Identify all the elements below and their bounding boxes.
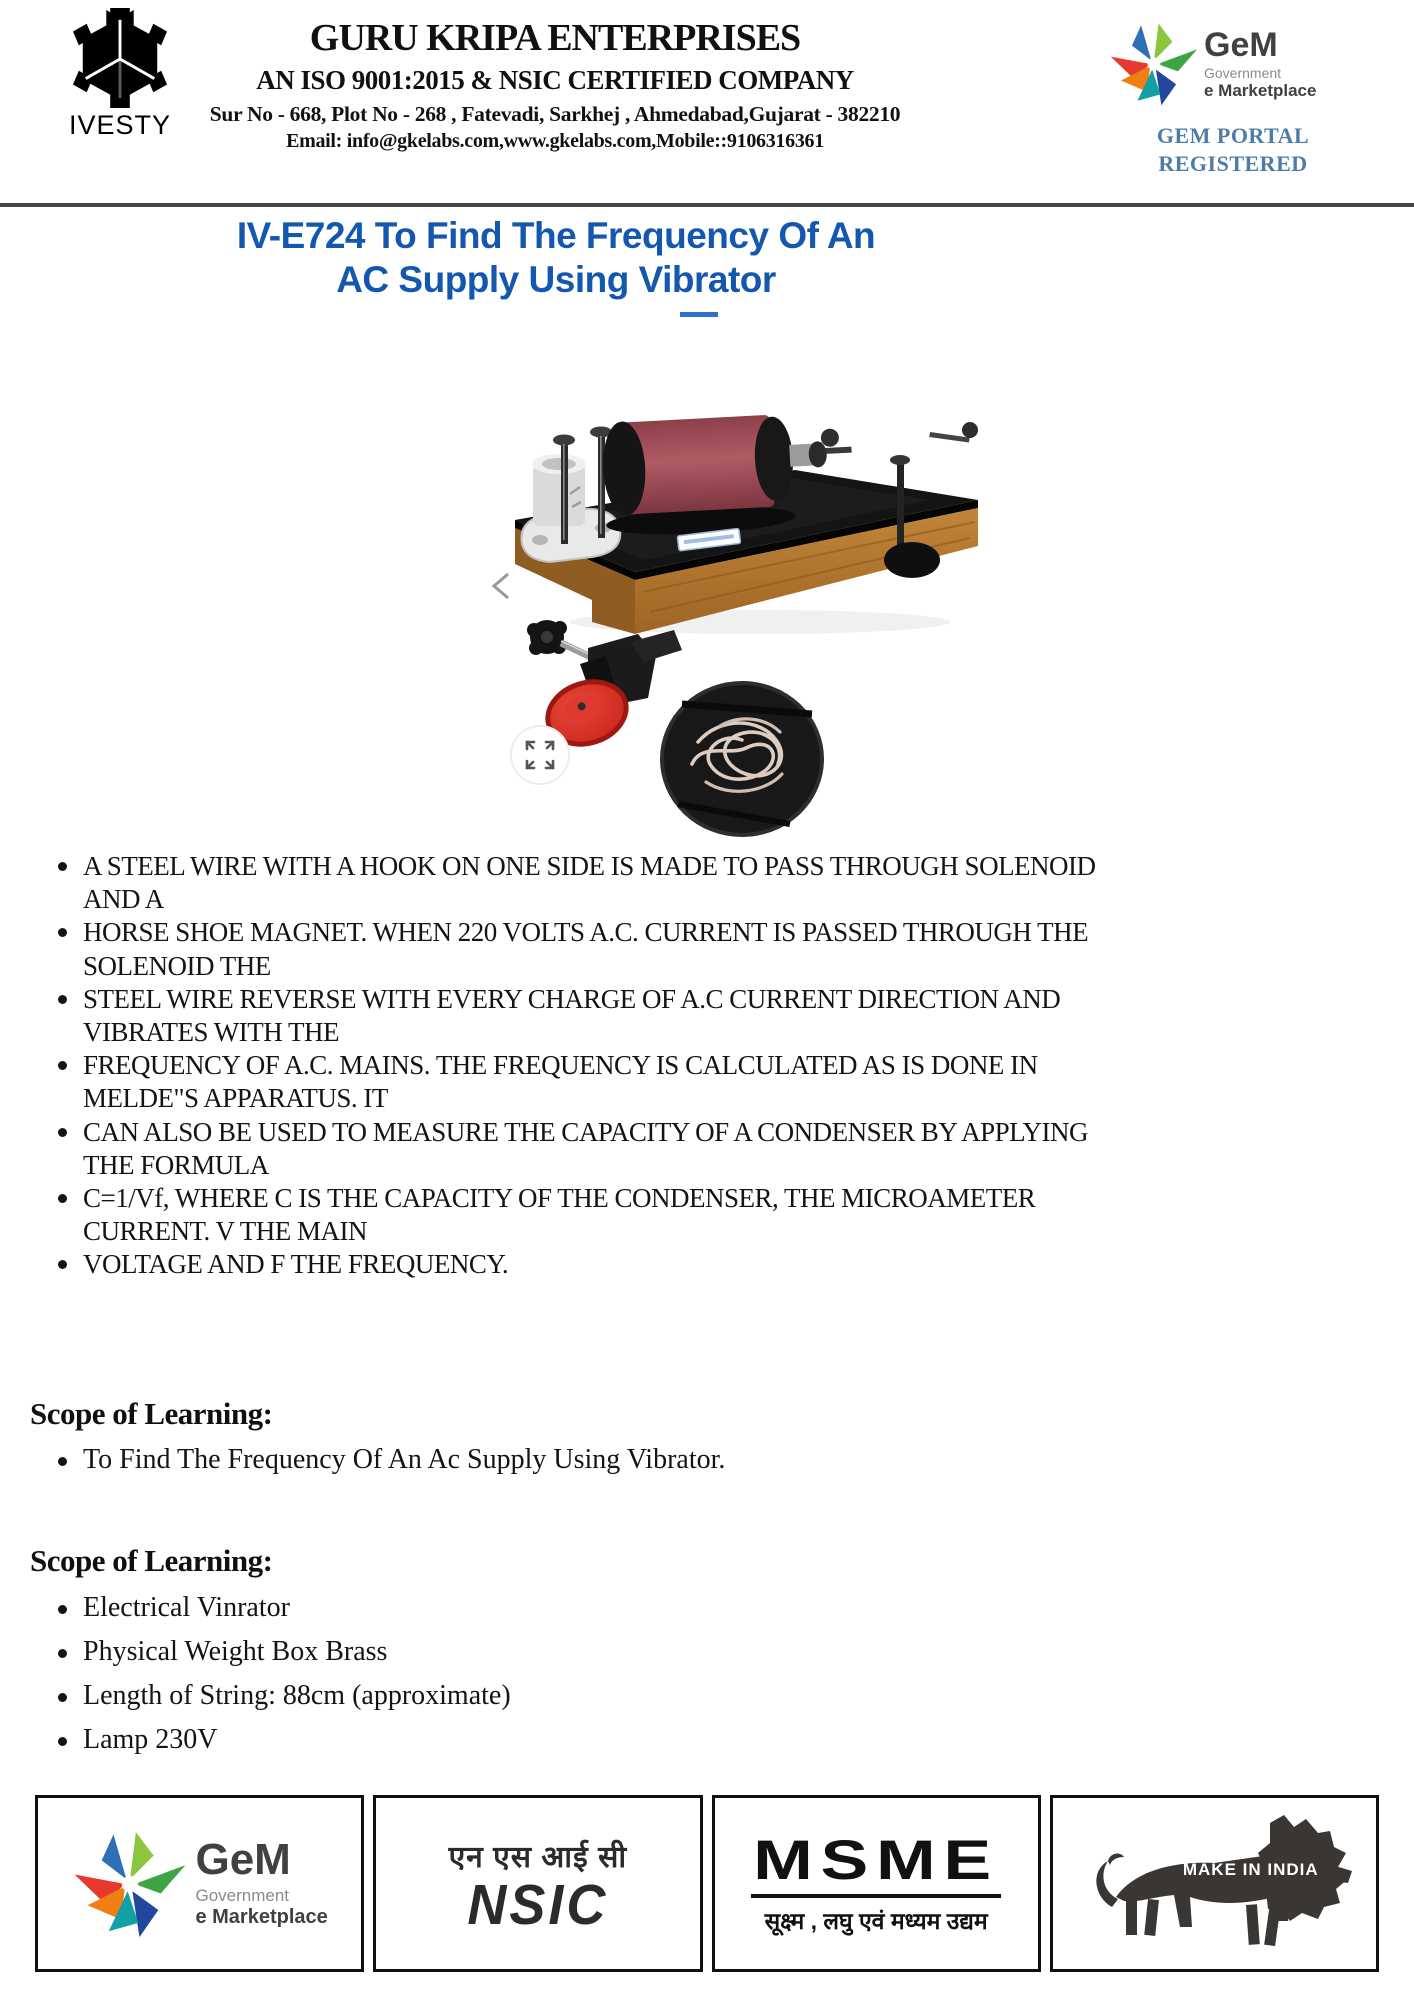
scope-of-learning-heading-2: Scope of Learning: — [30, 1543, 273, 1578]
list-item: To Find The Frequency Of An Ac Supply Using Vibrator. — [58, 1444, 1158, 1476]
bullet-dot — [58, 1605, 67, 1614]
gem-marketplace-label: e Marketplace — [1204, 80, 1317, 100]
make-in-india-lion-icon — [1074, 1809, 1354, 1959]
image-crop-artifact — [680, 312, 718, 317]
nsic-wordmark: NSIC — [467, 1873, 609, 1937]
bullet-dot — [58, 995, 67, 1004]
list-item: C=1/Vf, WHERE C IS THE CAPACITY OF THE CONDENSER, THE MICROAMETER CURRENT. V THE MAIN — [58, 1182, 1113, 1248]
make-in-india-label: MAKE IN INDIA — [1182, 1860, 1319, 1879]
gem-portal-registered — [1108, 122, 1358, 177]
header-divider — [0, 203, 1414, 207]
scope-list-2 — [58, 1592, 1158, 1768]
list-item: HORSE SHOE MAGNET. WHEN 220 VOLTS A.C. CURRENT IS PASSED THROUGH THE SOLENOID THE — [58, 916, 1113, 982]
gem-marketplace-label: e Marketplace — [195, 1906, 328, 1928]
msme-hindi-text: सूक्ष्म , लघु एवं मध्यम उद्यम — [764, 1907, 988, 1934]
msme-wordmark: MSME — [753, 1827, 1000, 1891]
msme-divider — [751, 1894, 1001, 1898]
gem-wordmark: GeM — [1204, 25, 1278, 64]
bullet-dot — [58, 1260, 67, 1269]
certification-logos-strip — [35, 1795, 1379, 1972]
page-title-line1: IV-E724 To Find The Frequency Of An — [236, 215, 876, 256]
company-header — [150, 16, 960, 153]
description-list — [58, 850, 1113, 1282]
address-line: Sur No - 668, Plot No - 268 , Fatevadi, Sarkhej , Ahmedabad,Gujarat - 382210 — [209, 102, 901, 126]
list-item: VOLTAGE AND F THE FREQUENCY. — [58, 1248, 1113, 1281]
company-name: GURU KRIPA ENTERPRISES — [309, 17, 801, 59]
gem-wordmark: GeM — [195, 1835, 291, 1884]
nsic-hindi-text: एन एस आई सी — [448, 1841, 628, 1874]
list-item: FREQUENCY OF A.C. MAINS. THE FREQUENCY IS CALCULATED AS IS DONE IN MELDE"S APPARATUS. IT — [58, 1049, 1113, 1115]
page-title — [0, 214, 1112, 301]
bullet-dot — [58, 1693, 67, 1702]
gem-star-icon — [1108, 18, 1200, 110]
gem-portal-line1: GEM PORTAL — [1156, 123, 1310, 148]
contact-line: Email: info@gkelabs.com,www.gkelabs.com,Mobile::9106316361 — [286, 130, 824, 152]
make-in-india-logo-box — [1050, 1795, 1379, 1972]
gem-portal-line2: REGISTERED — [1158, 150, 1308, 176]
bullet-dot — [58, 928, 67, 937]
certification-line: AN ISO 9001:2015 & NSIC CERTIFIED COMPANY — [256, 65, 854, 95]
list-item: Physical Weight Box Brass — [58, 1636, 1158, 1668]
nsic-logo-box — [373, 1795, 702, 1972]
bullet-dot — [58, 1128, 67, 1137]
string-coil — [662, 683, 822, 835]
list-item: Length of String: 88cm (approximate) — [58, 1680, 1158, 1712]
product-photo — [430, 312, 990, 840]
gem-government-label: Government — [1204, 64, 1282, 81]
list-item: Lamp 230V — [58, 1724, 1158, 1756]
bullet-dot — [58, 862, 67, 871]
gem-star-icon — [71, 1825, 189, 1943]
expand-icon[interactable] — [511, 726, 569, 784]
list-item: Electrical Vinrator — [58, 1592, 1158, 1624]
list-item: CAN ALSO BE USED TO MEASURE THE CAPACITY OF A CONDENSER BY APPLYING THE FORMULA — [58, 1116, 1113, 1182]
list-item: STEEL WIRE REVERSE WITH EVERY CHARGE OF A.C CURRENT DIRECTION AND VIBRATES WITH THE — [58, 983, 1113, 1049]
gem-government-label: Government — [195, 1886, 290, 1905]
bullet-dot — [58, 1061, 67, 1070]
page-title-line2: AC Supply Using Vibrator — [336, 258, 776, 300]
msme-logo-box — [712, 1795, 1041, 1972]
bullet-dot — [58, 1194, 67, 1203]
list-item: A STEEL WIRE WITH A HOOK ON ONE SIDE IS MADE TO PASS THROUGH SOLENOID AND A — [58, 850, 1113, 916]
bullet-dot — [58, 1737, 67, 1746]
gem-logo-box — [35, 1795, 364, 1972]
scope-of-learning-heading-1: Scope of Learning: — [30, 1396, 273, 1431]
bullet-dot — [58, 1457, 67, 1466]
gem-logo-header — [1108, 18, 1358, 110]
scope-list-1 — [58, 1444, 1158, 1476]
ivesty-wordmark: IVESTY — [68, 110, 172, 140]
bullet-dot — [58, 1649, 67, 1658]
